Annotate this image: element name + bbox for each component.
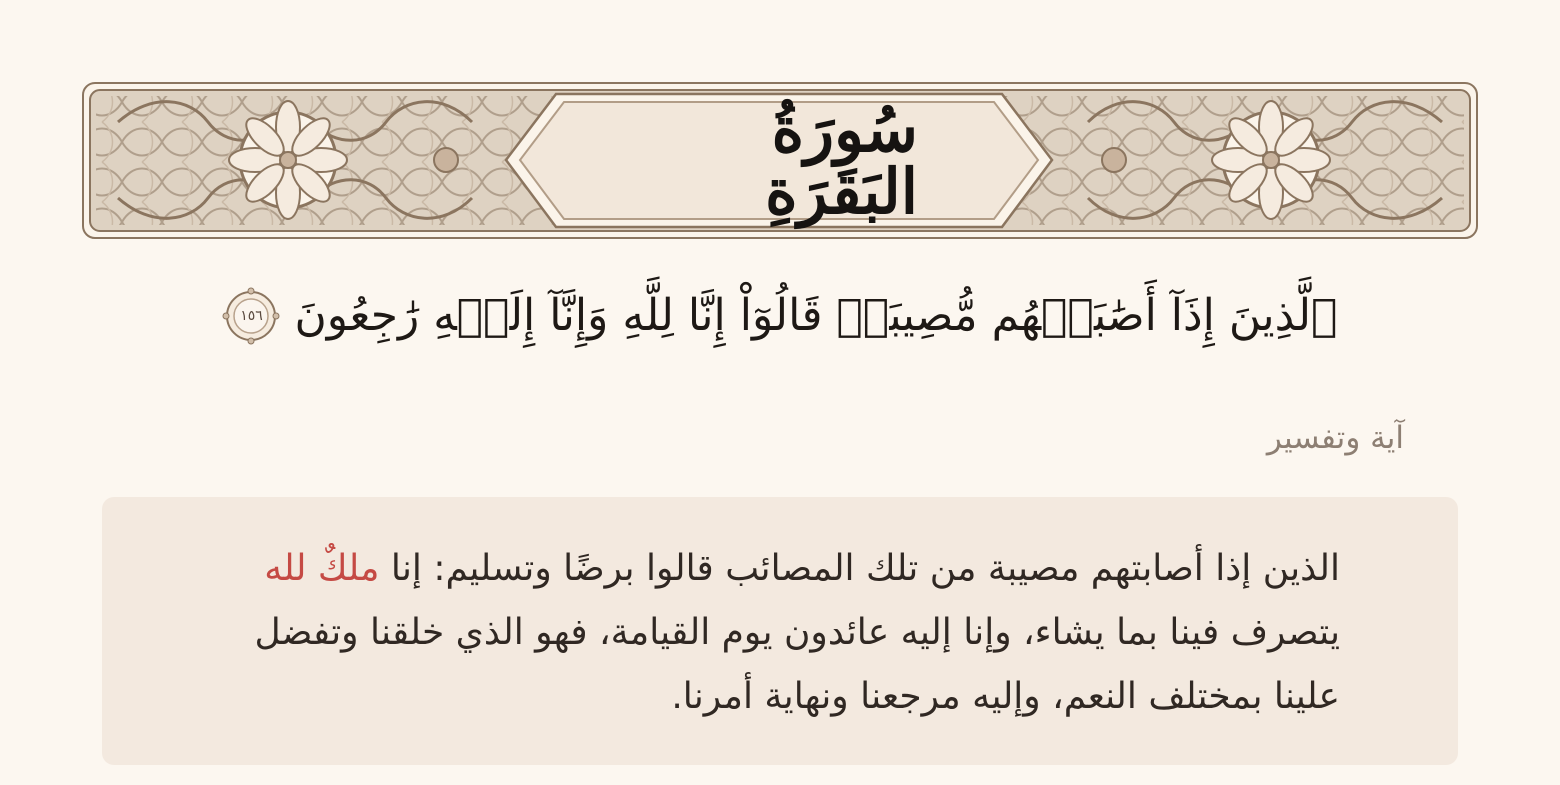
tafsir-card (102, 497, 1458, 765)
tafsir-highlight: ملكٌ لله (264, 548, 380, 589)
tafsir-part-2: يتصرف فينا بما يشاء، وإنا إليه عائدون يوم القيامة، فهو الذي خلقنا وتفضل علينا بمختلف النعم، وإليه مرجعنا ونهاية أمرنا. (254, 612, 1340, 717)
section-label: آية وتفسير (1266, 420, 1404, 456)
tafsir-text (220, 537, 1340, 729)
ayah-number-rosette-icon (222, 287, 280, 345)
tafsir-part-1: الذين إذا أصابتهم مصيبة من تلك المصائب قالوا برضًا وتسليم: إنا (379, 548, 1340, 589)
ayah-line (240, 270, 1338, 362)
ayah-text: ٱلَّذِينَ إِذَآ أَصَٰبَتۡهُم مُّصِيبَةٞ قَالُوٓاْ إِنَّا لِلَّهِ وَإِنَّآ إِلَيۡهِ رَٰجِعُونَ (294, 289, 1338, 341)
ayah-number: ١٥٦ (240, 308, 263, 324)
surah-title: سُورَةُ البَقَرَةِ (765, 92, 918, 228)
surah-header-banner (82, 82, 1478, 239)
